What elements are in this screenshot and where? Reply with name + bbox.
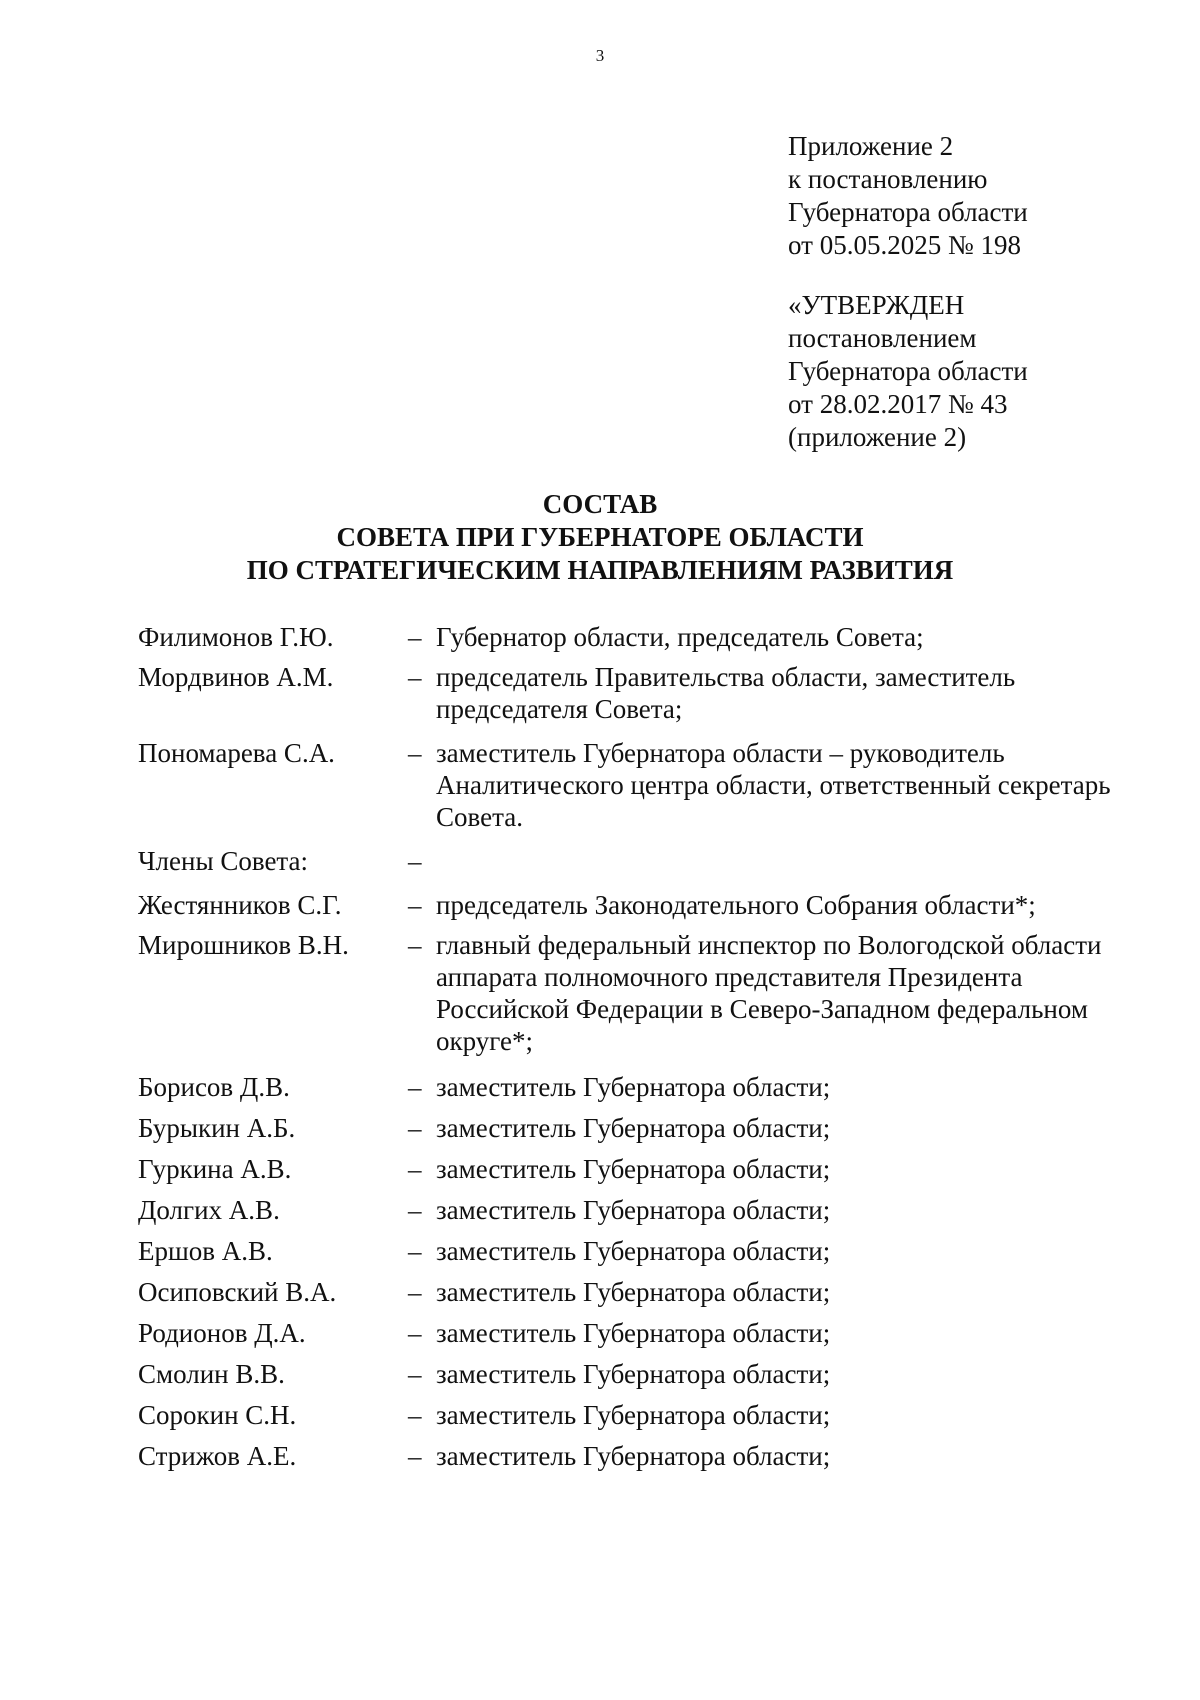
member-role: председатель Правительства области, заместитель председателя Совета;	[436, 662, 1016, 724]
member-name: Жестянников С.Г.	[138, 890, 342, 920]
page-number: 3	[595, 46, 605, 65]
annex-line: Приложение 2	[788, 131, 954, 161]
member-name: Осиповский В.А.	[138, 1277, 337, 1307]
member-name: Долгих А.В.	[138, 1195, 280, 1225]
member-dash: –	[408, 662, 422, 692]
approval-line: Губернатора области	[788, 356, 1028, 386]
member-dash: –	[408, 1400, 422, 1430]
member-row	[138, 1194, 1128, 1226]
member-role: заместитель Губернатора области;	[436, 1359, 831, 1389]
member-name: Родионов Д.А.	[138, 1318, 306, 1348]
member-role: заместитель Губернатора области;	[436, 1113, 831, 1143]
member-row	[138, 1276, 1128, 1308]
member-row	[138, 737, 1128, 833]
member-row	[138, 1440, 1128, 1472]
member-name: Пономарева С.А.	[138, 738, 335, 768]
member-name: Мирошников В.Н.	[138, 930, 349, 960]
annex-line: от 05.05.2025 № 198	[788, 230, 1021, 260]
heading-line: ПО СТРАТЕГИЧЕСКИМ НАПРАВЛЕНИЯМ РАЗВИТИЯ	[246, 555, 954, 585]
member-dash: –	[408, 1195, 422, 1225]
approval-line: от 28.02.2017 № 43	[788, 389, 1008, 419]
member-role: заместитель Губернатора области;	[436, 1441, 831, 1471]
approval-line: постановлением	[788, 323, 977, 353]
member-dash: –	[408, 738, 422, 768]
heading-line: СОСТАВ	[542, 489, 658, 519]
member-dash: –	[408, 1072, 422, 1102]
approval-line: (приложение 2)	[788, 422, 967, 452]
member-row	[138, 1399, 1128, 1431]
member-row	[138, 845, 1128, 877]
member-role: заместитель Губернатора области;	[436, 1154, 831, 1184]
member-dash: –	[408, 1154, 422, 1184]
member-role: заместитель Губернатора области;	[436, 1277, 831, 1307]
heading-line: СОВЕТА ПРИ ГУБЕРНАТОРЕ ОБЛАСТИ	[336, 522, 864, 552]
member-role: заместитель Губернатора области;	[436, 1195, 831, 1225]
member-role: председатель Законодательного Собрания области*;	[436, 890, 1036, 920]
member-dash: –	[408, 1441, 422, 1471]
member-role	[436, 845, 1128, 877]
member-role: заместитель Губернатора области;	[436, 1400, 831, 1430]
member-role: заместитель Губернатора области;	[436, 1236, 831, 1266]
member-name: Ершов А.В.	[138, 1236, 273, 1266]
member-dash: –	[408, 622, 422, 652]
member-dash: –	[408, 1113, 422, 1143]
member-dash: –	[408, 1318, 422, 1348]
member-row	[138, 1153, 1128, 1185]
member-name: Стрижов А.Е.	[138, 1441, 297, 1471]
member-dash: –	[408, 1277, 422, 1307]
member-dash: –	[408, 1359, 422, 1389]
member-row	[138, 1235, 1128, 1267]
member-row	[138, 661, 1128, 725]
annex-gap	[788, 262, 1028, 289]
member-row	[138, 1071, 1128, 1103]
member-dash: –	[408, 1236, 422, 1266]
members-list	[138, 621, 1128, 1472]
member-name: Борисов Д.В.	[138, 1072, 290, 1102]
member-role: заместитель Губернатора области;	[436, 1072, 831, 1102]
annex-line: к постановлению	[788, 164, 988, 194]
approval-line: «УТВЕРЖДЕН	[788, 290, 965, 320]
annex-line: Губернатора области	[788, 197, 1028, 227]
member-name: Сорокин С.Н.	[138, 1400, 297, 1430]
member-name: Гуркина А.В.	[138, 1154, 292, 1184]
member-row	[138, 1317, 1128, 1349]
member-role: заместитель Губернатора области;	[436, 1318, 831, 1348]
member-role: главный федеральный инспектор по Вологодской области аппарата полномочного представителя Президента Российской Федерации в Северо-Западном федеральном округе*;	[436, 930, 1102, 1056]
member-name: Члены Совета:	[138, 846, 309, 876]
member-name: Смолин В.В.	[138, 1359, 285, 1389]
member-dash: –	[408, 930, 422, 960]
annex-block	[788, 130, 1028, 454]
document-heading	[0, 488, 1200, 587]
member-dash: –	[408, 846, 422, 876]
member-role: Губернатор области, председатель Совета;	[436, 622, 924, 652]
member-dash: –	[408, 890, 422, 920]
member-name: Мордвинов А.М.	[138, 662, 334, 692]
member-role: заместитель Губернатора области – руководитель Аналитического центра области, ответственный секретарь Совета.	[436, 738, 1111, 832]
member-row	[138, 621, 1128, 653]
member-row	[138, 889, 1128, 921]
member-name: Бурыкин А.Б.	[138, 1113, 296, 1143]
member-name: Филимонов Г.Ю.	[138, 622, 334, 652]
member-row	[138, 929, 1128, 1057]
member-row	[138, 1112, 1128, 1144]
member-row	[138, 1358, 1128, 1390]
